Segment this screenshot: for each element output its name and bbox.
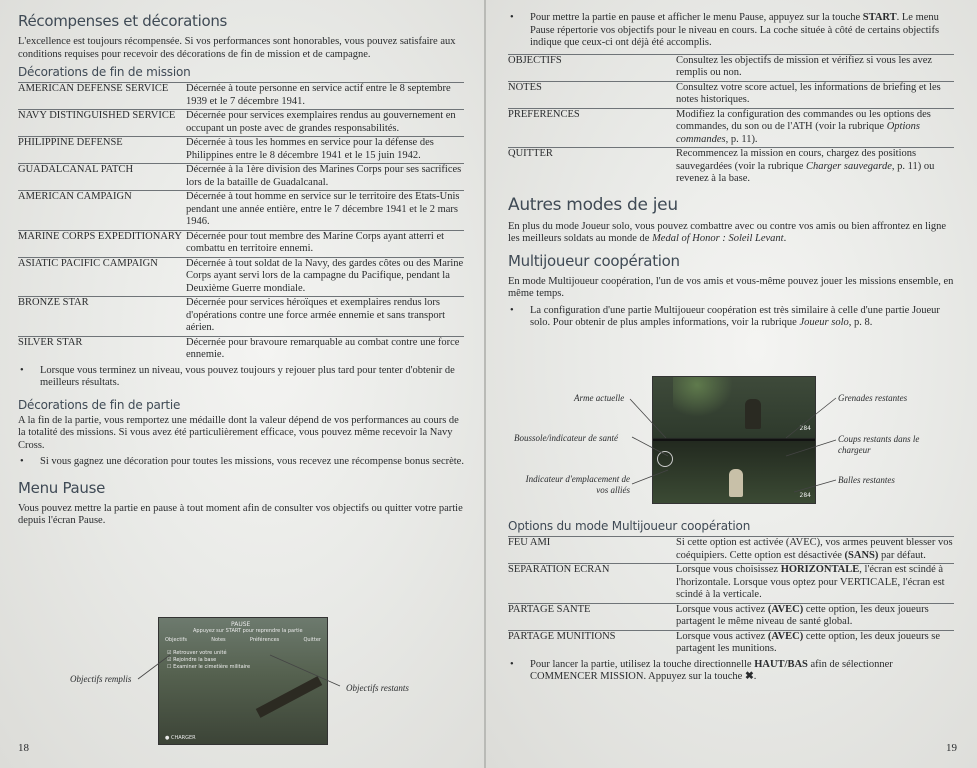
- callout-emplacement-allies: Indicateur d'emplacement de vos alliés: [525, 474, 630, 495]
- circle-button-icon: ●: [165, 735, 171, 741]
- left-page: [0, 0, 484, 768]
- heading-decorations-partie: Décorations de fin de partie: [18, 397, 181, 412]
- decoration-description: Décernée à tout homme en service sur le territoire des Etats-Unis pendant une année entière, entre le 7 décembre 1941 et le 2 mars 1946.: [186, 191, 464, 231]
- pause-objective-item: ☑ Rejoindre la base: [167, 657, 217, 663]
- bullet-pause-start: • Pour mettre la partie en pause et afficher le menu Pause, appuyez sur la touche START. Le menu Pause répertorie vos objectifs pour le niveau en cours. La coche située à côté de certains objectifs indique que ceux-ci ont déjà été accomplis.: [508, 12, 954, 50]
- coop-option-description: Lorsque vous activez (AVEC) cette option, les deux joueurs partagent le même niveau de santé global.: [676, 603, 954, 630]
- pause-menu-name: QUITTER: [508, 148, 676, 187]
- pause-objective-item: ☐ Examiner le cimetière militaire: [167, 664, 251, 670]
- coop-option-name: PARTAGE SANTE: [508, 603, 676, 630]
- callout-coups-restants: Coups restants dans le chargeur: [838, 434, 920, 455]
- pause-menu-name: NOTES: [508, 81, 676, 108]
- callout-arme-actuelle: Arme actuelle: [574, 393, 625, 403]
- cross-button-icon: ✖: [744, 671, 754, 682]
- decoration-description: Décernée à tout soldat de la Navy, des gardes côtes ou des Marine Corps ayant servi lors de la campagne du Pacifique, pendant la Deuxième Guerre mondiale.: [186, 257, 464, 297]
- coop-option-row: [508, 630, 954, 657]
- decoration-description: Décernée pour bravoure remarquable au combat contre une force ennemie.: [186, 336, 464, 363]
- callout-balles-restantes: Balles restantes: [838, 475, 895, 485]
- decoration-description: Décernée pour services exemplaires rendus au gouvernement en occupant un poste avec de grandes responsabilités.: [186, 110, 464, 137]
- bullet-replay-level: • Lorsque vous terminez un niveau, vous pouvez toujours y rejouer plus tard pour tenter d'obtenir de meilleurs résultats.: [18, 365, 464, 390]
- coop-option-row: [508, 603, 954, 630]
- page-number-left: 18: [18, 742, 29, 754]
- paragraph-recompenses: L'excellence est toujours récompensée. Si vos performances sont honorables, vous pouvez satisfaire aux conditions requises pour recevoir des décorations de fin de mission et de campagne.: [18, 36, 456, 60]
- coop-option-name: SEPARATION ECRAN: [508, 564, 676, 604]
- decoration-name: NAVY DISTINGUISHED SERVICE: [18, 110, 186, 137]
- pause-menu-name: OBJECTIFS: [508, 54, 676, 81]
- callout-objectifs-restants: Objectifs restants: [346, 683, 409, 693]
- ammo-counter-bottom: 284: [799, 492, 811, 499]
- pause-callout-lines: [0, 0, 484, 768]
- heading-autres-modes: Autres modes de jeu: [508, 194, 678, 215]
- decoration-name: MARINE CORPS EXPEDITIONARY: [18, 230, 186, 257]
- paragraph-partie: A la fin de la partie, vous remportez une médaille dont la valeur dépend de vos performances au cours de la totalité des missions. Si vous avez été particulièrement efficace, vous pouvez même recevoir la Navy Cross.: [18, 414, 459, 451]
- coop-option-description: Lorsque vous activez (AVEC) cette option, les deux joueurs se partagent les munitions.: [676, 630, 954, 657]
- heading-options-coop: Options du mode Multijoueur coopération: [508, 519, 751, 533]
- pause-menu-objectifs: Objectifs: [165, 637, 188, 643]
- coop-option-description: Si cette option est activée (AVEC), vos armes peuvent blesser vos coéquipiers. Cette option est désactivée (SANS) par défaut.: [676, 537, 954, 564]
- decoration-name: AMERICAN DEFENSE SERVICE: [18, 83, 186, 110]
- decoration-name: PHILIPPINE DEFENSE: [18, 137, 186, 164]
- callout-grenades-restantes: Grenades restantes: [838, 393, 908, 403]
- decoration-description: Décernée à toute personne en service actif entre le 8 septembre 1939 et le 7 décembre 1941.: [186, 83, 464, 110]
- checkbox-empty-icon: ☐: [167, 664, 174, 670]
- ammo-counter-top: 284: [799, 425, 811, 432]
- pause-menu-name: PREFERENCES: [508, 108, 676, 148]
- coop-option-row: [508, 537, 954, 564]
- paragraph-autres-modes: En plus du mode Joueur solo, vous pouvez combattre avec ou contre vos amis ou bien affrontez en ligne les meilleurs soldats au monde de Medal of Honor : Soleil Levant.: [508, 220, 947, 244]
- paragraph-menu-pause: Vous pouvez mettre la partie en pause à tout moment afin de consulter vos objectifs ou quitter votre partie depuis l'écran Pause.: [18, 502, 463, 526]
- right-page: [486, 0, 977, 768]
- heading-menu-pause: Menu Pause: [18, 478, 106, 497]
- game-title: Medal of Honor : Soleil Levant: [652, 233, 784, 244]
- pause-objective-item: ☑ Retrouver votre unité: [167, 650, 227, 656]
- decoration-name: BRONZE STAR: [18, 297, 186, 337]
- pause-menu-notes: Notes: [211, 637, 226, 643]
- heading-recompenses: Récompenses et décorations: [18, 12, 228, 30]
- decoration-description: Décernée pour tout membre des Marine Corps ayant atterri et combattu en territoire ennemi.: [186, 230, 464, 257]
- checkbox-checked-icon: ☑: [167, 657, 174, 663]
- pause-menu-description: Consultez les objectifs de mission et vérifiez si vous les avez remplis ou non.: [676, 54, 954, 81]
- page-number-right: 19: [946, 742, 957, 754]
- decoration-description: Décernée à la 1ère division des Marines Corps pour ses sacrifices lors de la bataille de Guadalcanal.: [186, 164, 464, 191]
- paragraph-cooperation: En mode Multijoueur coopération, l'un de vos amis et vous-même pouvez jouer les missions ensemble, en même temps.: [508, 275, 954, 299]
- decoration-name: ASIATIC PACIFIC CAMPAIGN: [18, 257, 186, 297]
- coop-option-description: Lorsque vous choisissez HORIZONTALE, l'écran est scindé à l'horizontale. Lorsque vous optez pour VERTICALE, l'écran est scindé à la verticale.: [676, 564, 954, 604]
- decoration-name: AMERICAN CAMPAIGN: [18, 191, 186, 231]
- decoration-name: SILVER STAR: [18, 336, 186, 363]
- right-page-lower: [508, 519, 954, 688]
- decoration-name: GUADALCANAL PATCH: [18, 164, 186, 191]
- pause-hint: Appuyez sur START pour reprendre la partie: [193, 628, 303, 634]
- pause-menu-preferences: Préférences: [249, 637, 280, 643]
- heading-decorations-mission: Décorations de fin de mission: [18, 65, 191, 79]
- bullet-secret-bonus: • Si vous gagnez une décoration pour toutes les missions, vous recevez une récompense bonus secrète.: [18, 456, 464, 469]
- pause-menu-description: Consultez votre score actuel, les informations de briefing et les notes historiques.: [676, 81, 954, 108]
- bullet-list-final: [508, 659, 954, 684]
- pause-menu-description: Modifiez la configuration des commandes ou les options des commandes, du son ou de l'ATH (voir la rubrique Options commandes, p. 11).: [676, 108, 954, 148]
- coop-option-name: FEU AMI: [508, 537, 676, 564]
- callout-objectifs-remplis: Objectifs remplis: [70, 674, 132, 684]
- coop-option-row: [508, 564, 954, 604]
- heading-multijoueur-cooperation: Multijoueur coopération: [508, 251, 680, 270]
- pause-menu-quitter: Quitter: [303, 637, 321, 643]
- pause-menu-description: Recommencez la mission en cours, chargez des positions sauvegardées (voir la rubrique Charger sauvegarde, p. 11) ou revenez à la base.: [676, 148, 954, 187]
- pause-footer: ● CHARGER: [165, 735, 196, 741]
- bullet-start-mission: • Pour lancer la partie, utilisez la touche directionnelle HAUT/BAS afin de sélectionner COMMENCER MISSION. Appuyez sur la touche ✖.: [508, 659, 954, 684]
- decoration-description: Décernée pour services héroïques et exemplaires rendus lors d'opérations contre une force armée ennemie et sans transport aérien.: [186, 297, 464, 337]
- checkbox-checked-icon: ☑: [167, 650, 174, 656]
- coop-option-name: PARTAGE MUNITIONS: [508, 630, 676, 657]
- callout-boussole: Boussole/indicateur de santé: [514, 433, 618, 443]
- bullet-coop-config: • La configuration d'une partie Multijoueur coopération est très similaire à celle d'une partie Joueur solo. Pour obtenir de plus amples informations, voir la rubrique Joueur solo, p. 8.: [508, 305, 954, 330]
- pause-title: PAUSE: [231, 621, 251, 628]
- decoration-description: Décernée à tous les hommes en service pour la défense des Philippines entre le 8 décembre 1941 et le 15 juin 1942.: [186, 137, 464, 164]
- coop-options-table: [508, 536, 954, 657]
